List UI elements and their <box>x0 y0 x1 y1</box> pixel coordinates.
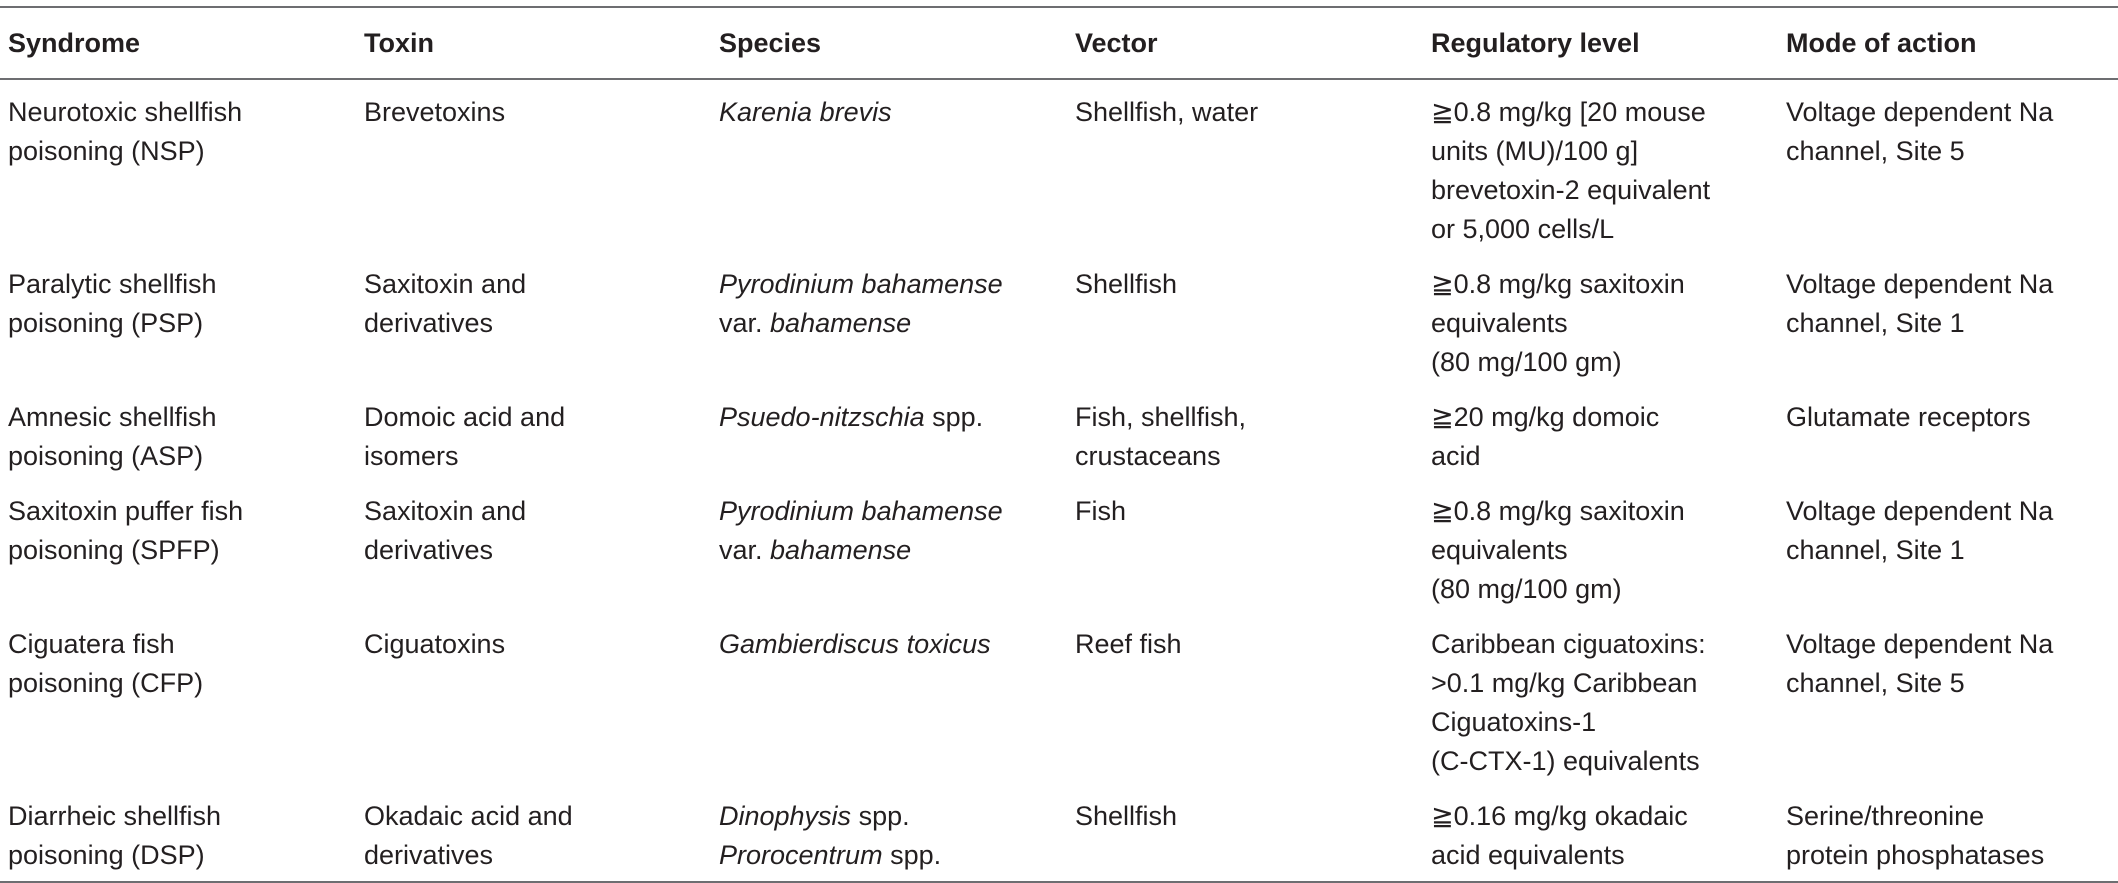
cell-line: Serine/threonine <box>1786 801 1985 831</box>
cell-line: Diarrheic shellfish <box>8 801 222 831</box>
cell-regulatory-level <box>1423 784 1778 882</box>
cell-line: Neurotoxic shellfish <box>8 97 243 127</box>
header-syndrome: Syndrome <box>0 7 356 79</box>
cell-species <box>711 79 1067 252</box>
species-name-italic: Psuedo-nitzschia <box>719 402 925 432</box>
cell-species <box>711 479 1067 612</box>
table-row <box>0 79 2118 252</box>
cell-species <box>711 612 1067 784</box>
cell-mode-of-action <box>1778 612 2118 784</box>
cell-vector <box>1067 612 1423 784</box>
cell-line <box>719 398 1059 437</box>
cell-vector <box>1067 784 1423 882</box>
species-name-italic: Gambierdiscus toxicus <box>719 629 991 659</box>
table-row <box>0 612 2118 784</box>
cell-line: channel, Site 1 <box>1786 535 1965 565</box>
cell-mode-of-action <box>1778 784 2118 882</box>
cell-regulatory-level <box>1423 479 1778 612</box>
cell-toxin <box>356 252 711 385</box>
cell-line: poisoning (CFP) <box>8 668 204 698</box>
cell-line <box>719 304 1059 343</box>
header-mode-of-action: Mode of action <box>1778 7 2118 79</box>
cell-line: (C-CTX-1) equivalents <box>1431 746 1700 776</box>
cell-line: Ciguatera fish <box>8 629 175 659</box>
cell-line: Domoic acid and <box>364 402 566 432</box>
cell-line: Voltage dependent Na <box>1786 269 2054 299</box>
table-body <box>0 79 2118 882</box>
cell-line: equivalents <box>1431 535 1568 565</box>
cell-line: Caribbean ciguatoxins: <box>1431 629 1706 659</box>
cell-line: ≧20 mg/kg domoic <box>1431 402 1660 432</box>
species-suffix: spp. <box>851 801 910 831</box>
species-name-italic: Pyrodinium bahamense <box>719 496 1003 526</box>
cell-vector <box>1067 252 1423 385</box>
cell-toxin <box>356 385 711 479</box>
cell-line <box>719 492 1059 531</box>
cell-line: (80 mg/100 gm) <box>1431 347 1622 377</box>
cell-line: channel, Site 5 <box>1786 668 1965 698</box>
species-suffix: spp. <box>882 840 942 870</box>
header-toxin: Toxin <box>356 7 711 79</box>
cell-line: Voltage dependent Na <box>1786 97 2054 127</box>
cell-line: Brevetoxins <box>364 97 506 127</box>
cell-line: Okadaic acid and <box>364 801 573 831</box>
cell-line: Shellfish <box>1075 269 1178 299</box>
cell-mode-of-action <box>1778 252 2118 385</box>
cell-line: Voltage dependent Na <box>1786 496 2054 526</box>
species-prefix: var. <box>719 535 771 565</box>
cell-toxin <box>356 479 711 612</box>
cell-line: poisoning (SPFP) <box>8 535 220 565</box>
cell-toxin <box>356 612 711 784</box>
cell-line: isomers <box>364 441 459 471</box>
cell-line <box>719 797 1059 836</box>
table-row <box>0 784 2118 882</box>
cell-line: >0.1 mg/kg Caribbean <box>1431 668 1698 698</box>
cell-vector <box>1067 479 1423 612</box>
cell-line <box>719 836 1059 875</box>
cell-syndrome <box>0 79 356 252</box>
species-name-italic: bahamense <box>770 535 912 565</box>
cell-line: poisoning (PSP) <box>8 308 204 338</box>
cell-species <box>711 252 1067 385</box>
header-vector: Vector <box>1067 7 1423 79</box>
species-name-italic: bahamense <box>770 308 912 338</box>
cell-species <box>711 784 1067 882</box>
species-name-italic: Karenia brevis <box>719 97 892 127</box>
cell-line: Saxitoxin puffer fish <box>8 496 244 526</box>
species-name-italic: Prorocentrum <box>719 840 883 870</box>
cell-line: Ciguatoxins-1 <box>1431 707 1597 737</box>
cell-syndrome <box>0 784 356 882</box>
cell-species <box>711 385 1067 479</box>
cell-line: units (MU)/100 g] <box>1431 136 1639 166</box>
cell-line: derivatives <box>364 308 494 338</box>
species-suffix: spp. <box>924 402 984 432</box>
cell-syndrome <box>0 479 356 612</box>
cell-line: or 5,000 cells/L <box>1431 214 1615 244</box>
table-row <box>0 479 2118 612</box>
cell-line: Ciguatoxins <box>364 629 506 659</box>
header-species: Species <box>711 7 1067 79</box>
cell-regulatory-level <box>1423 79 1778 252</box>
cell-syndrome <box>0 385 356 479</box>
toxin-table-container <box>0 6 2118 883</box>
cell-line: poisoning (DSP) <box>8 840 205 870</box>
cell-line: acid <box>1431 441 1481 471</box>
cell-syndrome <box>0 252 356 385</box>
cell-line: derivatives <box>364 535 494 565</box>
cell-line: derivatives <box>364 840 494 870</box>
cell-line: Paralytic shellfish <box>8 269 217 299</box>
cell-line: Shellfish <box>1075 801 1178 831</box>
cell-mode-of-action <box>1778 479 2118 612</box>
cell-line: Fish, shellfish, <box>1075 402 1247 432</box>
species-name-italic: Dinophysis <box>719 801 852 831</box>
cell-syndrome <box>0 612 356 784</box>
cell-line: protein phosphatases <box>1786 840 2045 870</box>
cell-regulatory-level <box>1423 612 1778 784</box>
cell-line: Fish <box>1075 496 1127 526</box>
cell-line: crustaceans <box>1075 441 1221 471</box>
cell-regulatory-level <box>1423 385 1778 479</box>
cell-line: ≧0.8 mg/kg saxitoxin <box>1431 269 1685 299</box>
header-row <box>0 7 2118 79</box>
cell-vector <box>1067 385 1423 479</box>
cell-line: channel, Site 5 <box>1786 136 1965 166</box>
cell-line: acid equivalents <box>1431 840 1625 870</box>
cell-toxin <box>356 79 711 252</box>
cell-line: poisoning (NSP) <box>8 136 205 166</box>
cell-line <box>719 265 1059 304</box>
cell-line: (80 mg/100 gm) <box>1431 574 1622 604</box>
cell-line: ≧0.8 mg/kg [20 mouse <box>1431 97 1706 127</box>
cell-line <box>719 93 1059 132</box>
cell-line: brevetoxin-2 equivalent <box>1431 175 1711 205</box>
cell-line: poisoning (ASP) <box>8 441 204 471</box>
cell-line <box>719 625 1059 664</box>
cell-mode-of-action <box>1778 385 2118 479</box>
species-prefix: var. <box>719 308 771 338</box>
cell-line: Saxitoxin and <box>364 269 527 299</box>
header-regulatory-level: Regulatory level <box>1423 7 1778 79</box>
cell-line: Glutamate receptors <box>1786 402 2031 432</box>
cell-line: Shellfish, water <box>1075 97 1259 127</box>
cell-line: Reef fish <box>1075 629 1182 659</box>
species-name-italic: Pyrodinium bahamense <box>719 269 1003 299</box>
table-row <box>0 252 2118 385</box>
cell-line: equivalents <box>1431 308 1568 338</box>
cell-line: ≧0.16 mg/kg okadaic <box>1431 801 1688 831</box>
cell-mode-of-action <box>1778 79 2118 252</box>
cell-vector <box>1067 79 1423 252</box>
cell-line: channel, Site 1 <box>1786 308 1965 338</box>
cell-line: Saxitoxin and <box>364 496 527 526</box>
cell-line: ≧0.8 mg/kg saxitoxin <box>1431 496 1685 526</box>
cell-toxin <box>356 784 711 882</box>
table-row <box>0 385 2118 479</box>
cell-regulatory-level <box>1423 252 1778 385</box>
cell-line: Amnesic shellfish <box>8 402 217 432</box>
cell-line: Voltage dependent Na <box>1786 629 2054 659</box>
toxin-table <box>0 6 2118 883</box>
cell-line <box>719 531 1059 570</box>
